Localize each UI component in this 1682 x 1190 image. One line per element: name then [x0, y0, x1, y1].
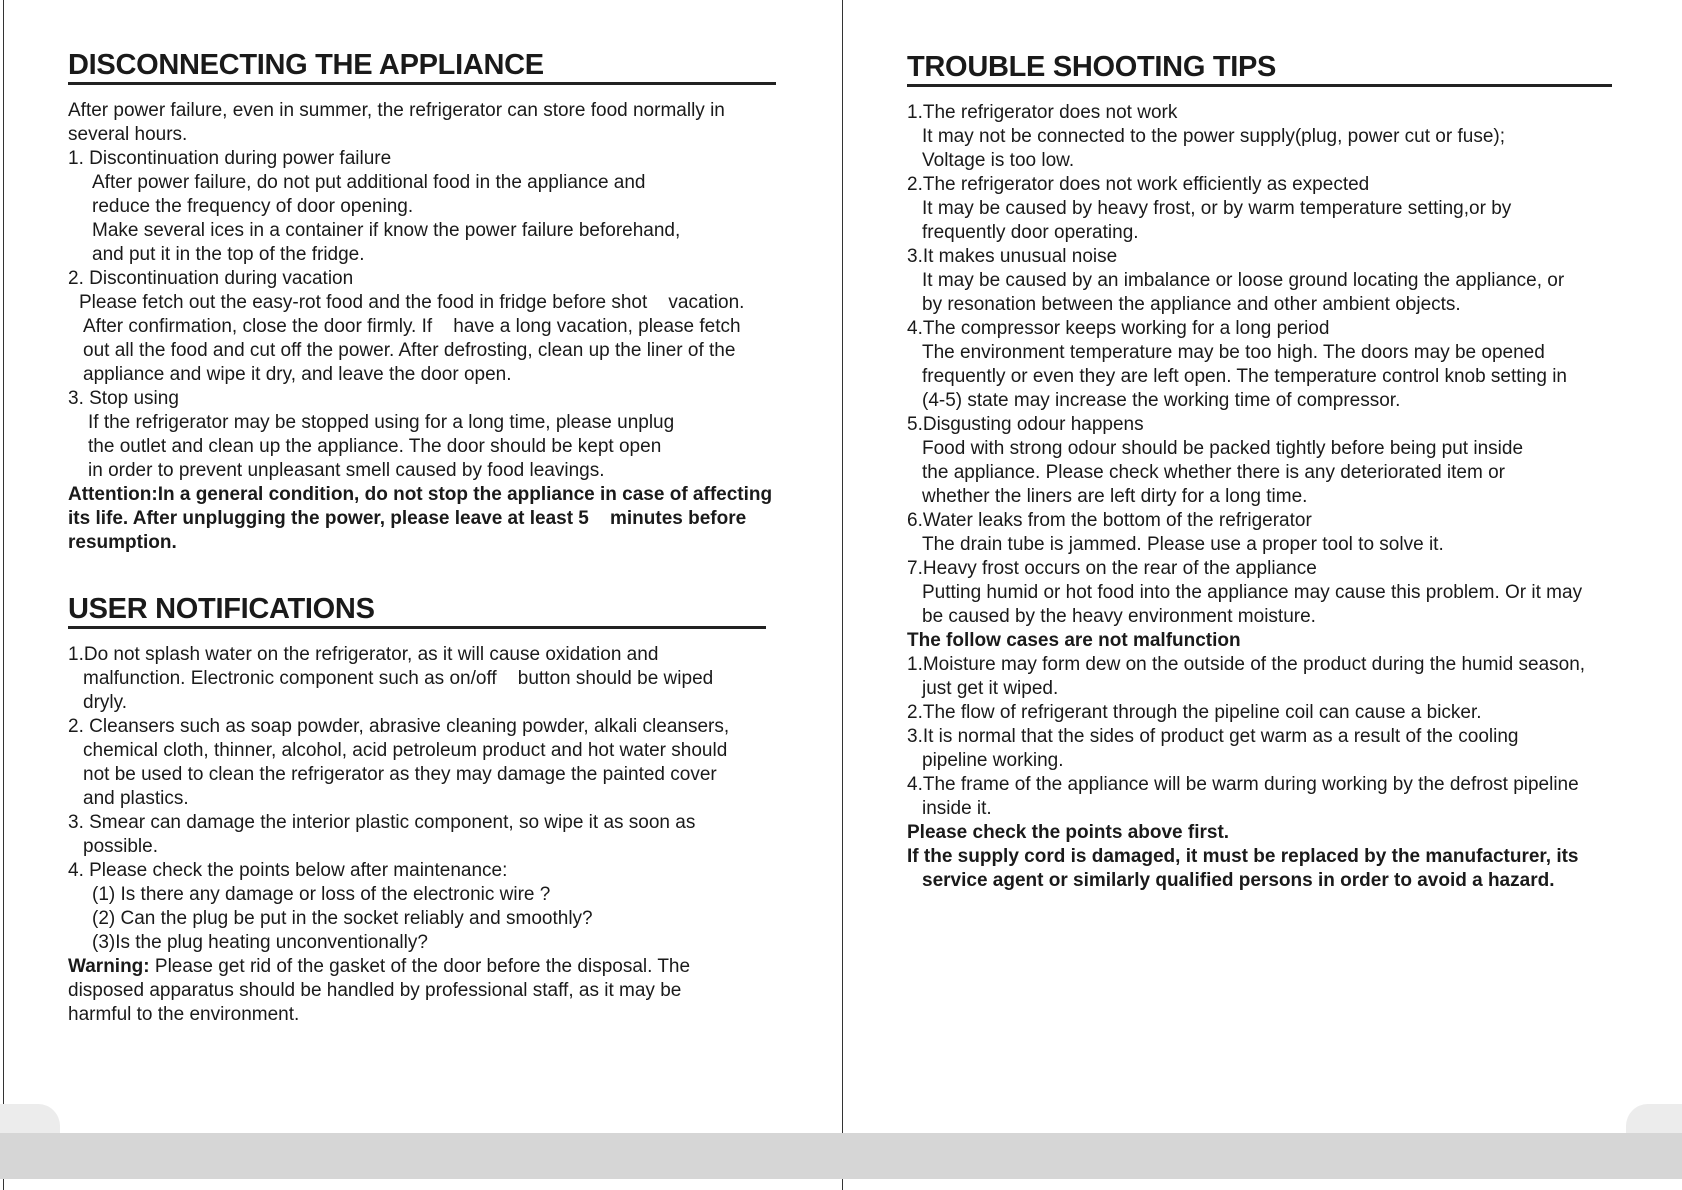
text-line: inside it.	[922, 798, 992, 819]
list-item-heading: 3. Smear can damage the interior plastic component, so wipe it as soon as	[68, 812, 696, 833]
supply-cord-note: If the supply cord is damaged, it must be replaced by the manufacturer, its	[907, 846, 1579, 867]
attention-note: its life. After unplugging the power, please leave at least 5 minutes before	[68, 508, 747, 529]
text-line: not be used to clean the refrigerator as they may damage the painted cover	[83, 764, 717, 785]
footer-tab-left	[0, 1104, 60, 1134]
text-line: reduce the frequency of door opening.	[92, 196, 414, 217]
text-line: the outlet and clean up the appliance. The door should be kept open	[88, 436, 662, 457]
list-item-heading: 2.The flow of refrigerant through the pipeline coil can cause a bicker.	[907, 702, 1482, 723]
list-item-heading: 3.It is normal that the sides of product get warm as a result of the cooling	[907, 726, 1519, 747]
text-line: pipeline working.	[922, 750, 1064, 771]
text-line: Make several ices in a container if know the power failure beforehand,	[92, 220, 681, 241]
page-spine-divider	[842, 0, 843, 1190]
supply-cord-note: service agent or similarly qualified persons in order to avoid a hazard.	[922, 870, 1555, 891]
list-item-heading: 4.The compressor keeps working for a long period	[907, 318, 1330, 339]
section-heading-disconnecting: DISCONNECTING THE APPLIANCE	[68, 49, 776, 85]
section-heading-troubleshooting: TROUBLE SHOOTING TIPS	[907, 51, 1612, 87]
list-item-heading: 1.The refrigerator does not work	[907, 102, 1178, 123]
text-line: the appliance. Please check whether there is any deteriorated item or	[922, 462, 1505, 483]
text-line: whether the liners are left dirty for a long time.	[922, 486, 1308, 507]
text-line: by resonation between the appliance and other ambient objects.	[922, 294, 1461, 315]
text-line: possible.	[83, 836, 158, 857]
section-heading-user-notifications: USER NOTIFICATIONS	[68, 593, 766, 629]
checklist-item: (1) Is there any damage or loss of the electronic wire ?	[92, 884, 551, 905]
right-page	[907, 49, 1613, 893]
text-line: After power failure, even in summer, the refrigerator can store food normally in	[68, 100, 725, 121]
list-item-heading: 1.Moisture may form dew on the outside of the product during the humid season,	[907, 654, 1586, 675]
text-line: Please fetch out the easy-rot food and the food in fridge before shot vacation.	[79, 292, 745, 313]
attention-note: resumption.	[68, 532, 177, 553]
text-line: After power failure, do not put additional food in the appliance and	[92, 172, 646, 193]
list-item-heading: 7.Heavy frost occurs on the rear of the appliance	[907, 558, 1317, 579]
text-line: be caused by the heavy environment moisture.	[922, 606, 1316, 627]
footer-tab-right	[1626, 1104, 1682, 1134]
list-item-heading: 6.Water leaks from the bottom of the refrigerator	[907, 510, 1312, 531]
text-line: It may be caused by an imbalance or loose ground locating the appliance, or	[922, 270, 1565, 291]
text-line: The drain tube is jammed. Please use a proper tool to solve it.	[922, 534, 1444, 555]
list-item-heading: 1.Do not splash water on the refrigerator, as it will cause oxidation and	[68, 644, 659, 665]
text-line: in order to prevent unpleasant smell caused by food leavings.	[88, 460, 605, 481]
text-line: Putting humid or hot food into the appliance may cause this problem. Or it may	[922, 582, 1583, 603]
list-item-heading: 2.The refrigerator does not work efficiently as expected	[907, 174, 1370, 195]
text-line: dryly.	[83, 692, 127, 713]
warning-line	[68, 955, 780, 979]
text-line: Food with strong odour should be packed tightly before being put inside	[922, 438, 1524, 459]
text-line: appliance and wipe it dry, and leave the door open.	[83, 364, 512, 385]
subheading-not-malfunction: The follow cases are not malfunction	[907, 630, 1241, 651]
text-line: It may be caused by heavy frost, or by warm temperature setting,or by	[922, 198, 1512, 219]
text-line: The environment temperature may be too high. The doors may be opened	[922, 342, 1545, 363]
checklist-item: (3)Is the plug heating unconventionally?	[92, 932, 428, 953]
text-line: chemical cloth, thinner, alcohol, acid petroleum product and hot water should	[83, 740, 728, 761]
text-line: malfunction. Electronic component such as on/off button should be wiped	[83, 668, 714, 689]
warning-label: Warning:	[68, 956, 150, 977]
page-edge-left	[3, 0, 4, 1190]
list-item-heading: 5.Disgusting odour happens	[907, 414, 1144, 435]
text-line: and plastics.	[83, 788, 189, 809]
text-line: If the refrigerator may be stopped using for a long time, please unplug	[88, 412, 675, 433]
disconnecting-section	[68, 49, 780, 555]
list-item-heading: 1. Discontinuation during power failure	[68, 148, 392, 169]
text-line: (4-5) state may increase the working time of compressor.	[922, 390, 1401, 411]
list-item-heading: 4. Please check the points below after maintenance:	[68, 860, 508, 881]
text-line: and put it in the top of the fridge.	[92, 244, 365, 265]
text-line: out all the food and cut off the power. After defrosting, clean up the liner of the	[83, 340, 736, 361]
list-item-heading: 3.It makes unusual noise	[907, 246, 1118, 267]
list-item-heading: 2. Discontinuation during vacation	[68, 268, 354, 289]
check-note: Please check the points above first.	[907, 822, 1230, 843]
text-line: frequently door operating.	[922, 222, 1139, 243]
text-line: Voltage is too low.	[922, 150, 1075, 171]
footer-band	[0, 1133, 1682, 1179]
troubleshooting-section	[907, 51, 1613, 893]
left-page	[68, 49, 780, 1027]
list-item-heading: 2. Cleansers such as soap powder, abrasive cleaning powder, alkali cleansers,	[68, 716, 730, 737]
text-line: disposed apparatus should be handled by professional staff, as it may be	[68, 980, 682, 1001]
list-item-heading: 4.The frame of the appliance will be warm during working by the defrost pipeline	[907, 774, 1579, 795]
attention-note: Attention:In a general condition, do not stop the appliance in case of affecting	[68, 484, 773, 505]
text-line: harmful to the environment.	[68, 1004, 300, 1025]
list-item-heading: 3. Stop using	[68, 388, 179, 409]
text-line: several hours.	[68, 124, 188, 145]
text-line: After confirmation, close the door firmly. If have a long vacation, please fetch	[83, 316, 741, 337]
text-line: It may not be connected to the power supply(plug, power cut or fuse);	[922, 126, 1505, 147]
user-notifications-section	[68, 593, 780, 1027]
warning-text: Please get rid of the gasket of the door before the disposal. The	[154, 956, 691, 977]
checklist-item: (2) Can the plug be put in the socket reliably and smoothly?	[92, 908, 593, 929]
text-line: just get it wiped.	[922, 678, 1059, 699]
text-line: frequently or even they are left open. The temperature control knob setting in	[922, 366, 1567, 387]
